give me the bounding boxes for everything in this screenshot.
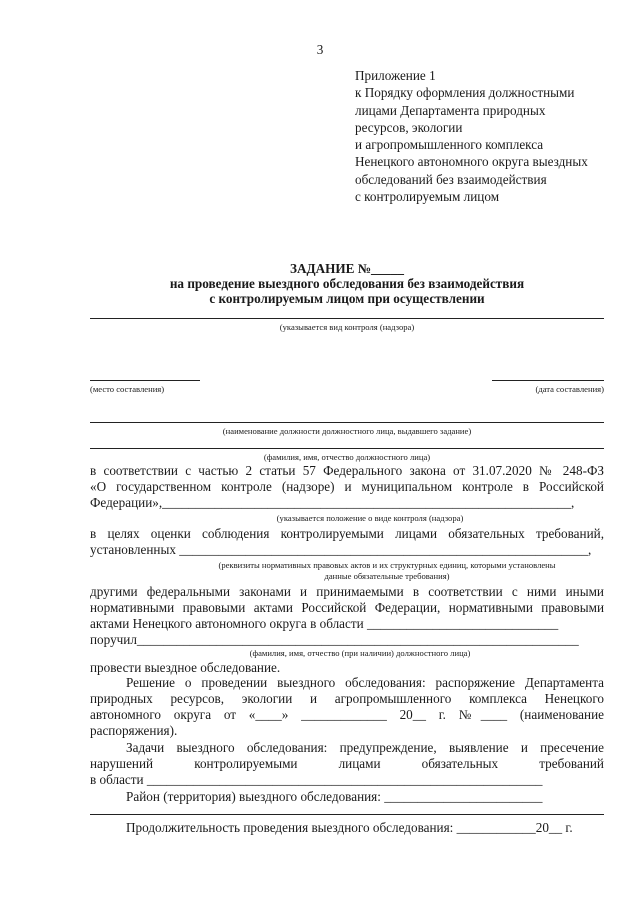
caption-fio: (фамилия, имя, отчество должностного лица) (263, 452, 431, 462)
paragraph-line: установленных ______________________________________________________________, (90, 542, 592, 557)
paragraph-line: Решение о проведении выездного обследования: распоряжение Департамента (126, 675, 604, 690)
fill-line (90, 380, 200, 381)
appendix-line: ресурсов, экологии (355, 119, 463, 135)
caption-fio-assignee: (фамилия, имя, отчество (при наличии) должностного лица) (249, 648, 471, 658)
appendix-line: лицами Департамента природных (355, 102, 546, 118)
fill-line (492, 380, 604, 381)
fill-line (90, 448, 604, 449)
paragraph-line: Район (территория) выездного обследования: ________________________ (126, 789, 543, 804)
appendix-line: Ненецкого автономного округа выездных (355, 154, 588, 170)
page-number: 3 (316, 42, 324, 57)
appendix-block (355, 67, 588, 205)
caption-position: (наименование должности должностного лица, выдавшего задание) (222, 426, 472, 436)
paragraph-line: актами Ненецкого автономного округа в области _____________________________ (90, 616, 559, 631)
appendix-line: с контролируемым лицом (355, 189, 500, 205)
paragraph-line: Федерации»,______________________________________________________________, (90, 495, 575, 510)
paragraph-line: распоряжения). (90, 723, 178, 738)
appendix-line: Приложение 1 (355, 68, 436, 83)
paragraph-line: нормативными правовыми актами Российской Федерации, нормативными правовыми (90, 600, 604, 615)
paragraph-line: нарушений контролируемыми лицами обязательных требований (90, 756, 604, 771)
paragraph-line: в целях оценки соблюдения контролируемыми лицами обязательных требований, (90, 526, 604, 541)
document-subtitle: с контролируемым лицом при осуществлении (209, 291, 485, 306)
paragraph-line: провести выездное обследование. (90, 660, 281, 675)
fill-line (90, 318, 604, 319)
caption-date: (дата составления) (535, 384, 604, 394)
fill-line (90, 422, 604, 423)
paragraph-line: природных ресурсов, экологии и агропромышленного комплекса Ненецкого (90, 691, 604, 706)
paragraph-line: другими федеральными законами и принимаемыми в соответствии с ними иными (90, 584, 604, 599)
caption-place: (место составления) (90, 384, 165, 394)
appendix-line: и агропромышленного комплекса (355, 137, 544, 153)
paragraph-line: Продолжительность проведения выездного обследования: ____________20__ г. (126, 820, 573, 835)
paragraph-line: Задачи выездного обследования: предупреждение, выявление и пресечение (126, 740, 604, 755)
caption-control-type: (указывается вид контроля (надзора) (279, 322, 415, 332)
appendix-line: обследований без взаимодействия (355, 171, 547, 187)
caption-control-provision: (указывается положение о виде контроля (надзора) (276, 513, 464, 523)
paragraph-line: автономного округа от «____» _____________ 20__ г. №____ (наименование (90, 707, 604, 722)
paragraph-line: поручил___________________________________________________________________ (90, 632, 579, 647)
fill-line (90, 814, 604, 815)
caption-requisites: данные обязательные требования) (324, 571, 450, 581)
paragraph-line: в соответствии с частью 2 статьи 57 Федерального закона от 31.07.2020 № 248-ФЗ (90, 463, 604, 478)
paragraph-line: «О государственном контроле (надзоре) и муниципальном контроле в Российской (90, 479, 604, 494)
paragraph-line: в области ____________________________________________________________ (90, 772, 543, 787)
document-title: ЗАДАНИЕ №_____ (290, 261, 404, 276)
caption-requisites: (реквизиты нормативных правовых актов и их структурных единиц, которыми установлены (218, 560, 556, 570)
appendix-line: к Порядку оформления должностными (355, 85, 575, 101)
document-subtitle: на проведение выездного обследования без взаимодействия (169, 276, 525, 291)
